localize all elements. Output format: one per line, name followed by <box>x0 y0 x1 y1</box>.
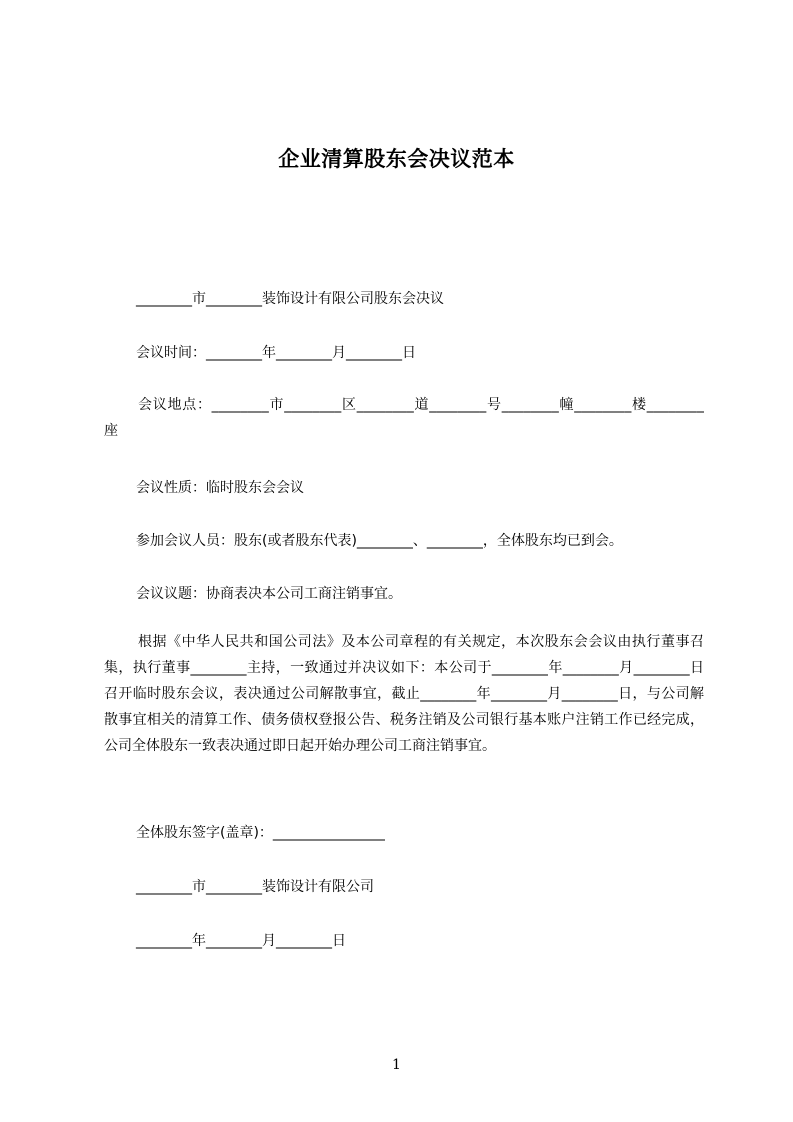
meeting-time-line: 会议时间：________年________月________日 <box>136 345 416 361</box>
signature-line: 全体股东签字(盖章)：________________ <box>136 825 385 841</box>
resolution-body-paragraph: 根据《中华人民共和国公司法》及本公司章程的有关规定，本次股东会会议由执行董事召集，执行董事________主持，一致通过并决议如下：本公司于________年________月________日召开临时股东会议，表决通过公司解散事宜，截止________年________月________日，与公司解散事宜相关的清算工作、债务债权登报公告、税务注销及公司银行基本账户注销工作已经完成，公司全体股东一致表决通过即日起开始办理公司工商注销事宜。 <box>104 634 704 754</box>
date-line: ________年________月________日 <box>136 933 346 949</box>
meeting-place-line: 会议地点：________市________区________道________号________幢________楼________座 <box>104 397 704 439</box>
agenda-line: 会议议题：协商表决本公司工商注销事宜。 <box>136 586 402 602</box>
meeting-nature-line: 会议性质：临时股东会会议 <box>136 480 304 496</box>
page-title: 企业清算股东会决议范本 <box>278 147 515 171</box>
attendees-line: 参加会议人员：股东(或者股东代表)________、________，全体股东均已到会。 <box>136 533 623 549</box>
resolution-header-line: ________市________装饰设计有限公司股东会决议 <box>136 291 444 307</box>
company-line: ________市________装饰设计有限公司 <box>136 879 374 895</box>
page-number: 1 <box>392 1057 401 1073</box>
